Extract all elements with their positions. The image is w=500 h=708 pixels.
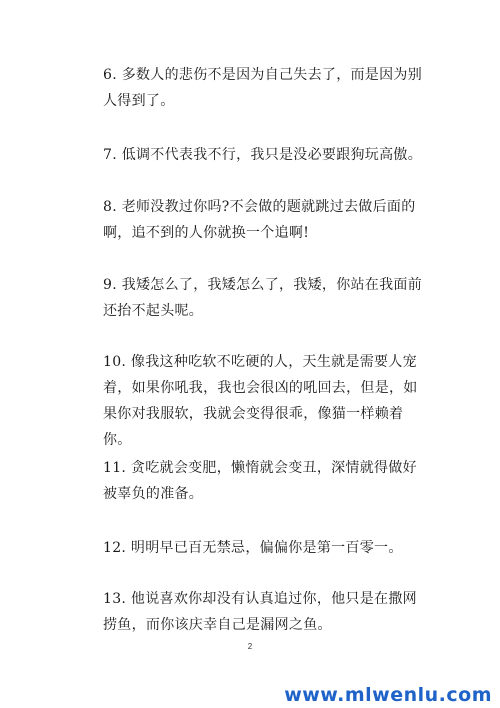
quote-paragraph-8: 8. 老师没教过你吗?不会做的题就跳过去做后面的啊，追不到的人你就换一个追啊!	[103, 199, 416, 241]
quote-paragraph-13: 13. 他说喜欢你却没有认真追过你，他只是在撒网捞鱼，而你该庆幸自己是漏网之鱼。	[103, 591, 417, 633]
site-watermark: www.mlwenlu.com	[284, 684, 492, 706]
page-number: 2	[247, 642, 253, 651]
quote-paragraph-6: 6. 多数人的悲伤不是因为自己失去了，而是因为别人得到了。	[103, 67, 423, 109]
quote-paragraph-10: 10. 像我这种吃软不吃硬的人，天生就是需要人宠着，如果你吼我，我也会很凶的吼回去，但是，如果你对我服软，我就会变得很乖，像猫一样赖着你。	[103, 354, 418, 448]
quote-paragraph-11: 11. 贪吃就会变肥，懒惰就会变丑，深情就得做好被辜负的准备。	[103, 460, 417, 502]
quote-paragraph-12: 12. 明明早已百无禁忌，偏偏你是第一百零一。	[103, 540, 403, 556]
quote-paragraph-9: 9. 我矮怎么了，我矮怎么了，我矮，你站在我面前还抬不起头呢。	[103, 277, 423, 319]
quote-paragraph-7: 7. 低调不代表我不行，我只是没必要跟狗玩高傲。	[103, 147, 423, 163]
